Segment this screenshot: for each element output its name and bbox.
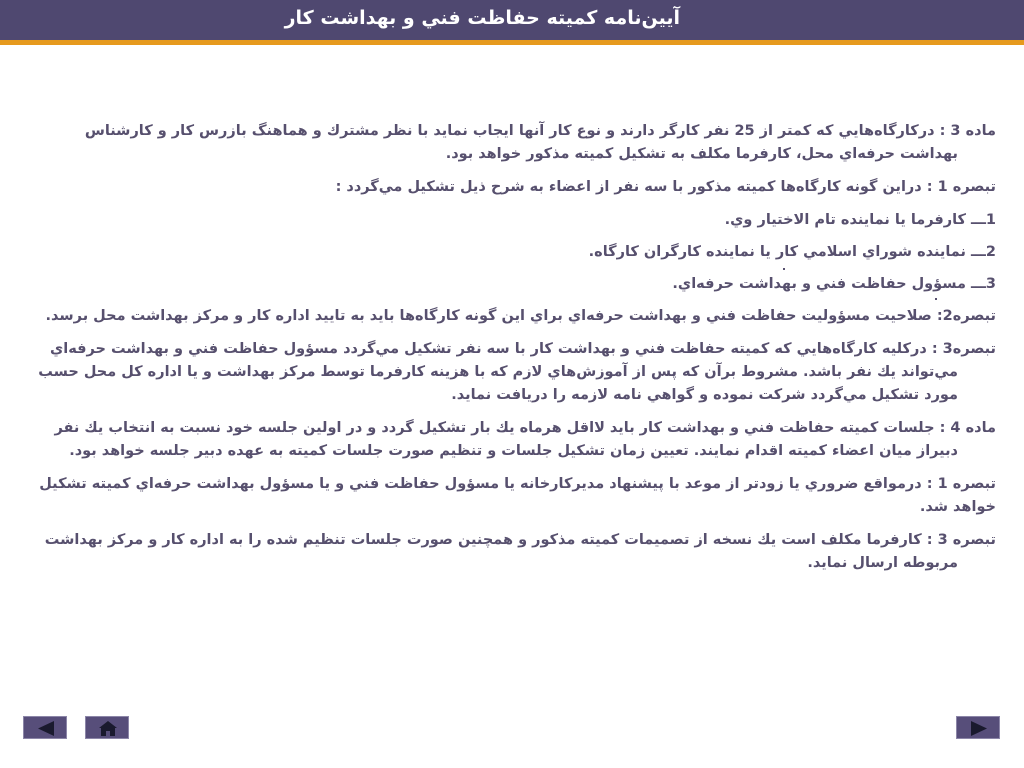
list-item-2: 2ـــ نماينده شوراي اسلامي كار يا نماينده كارگران كارگاه.: [588, 244, 996, 260]
note-2: تبصره2: صلاحيت مسؤوليت حفاظت فني و بهداشت حرفه‌اي براي اين گونه كارگاه‌ها بايد به تاييد اداره كار و مركز بهداشت محل برسد.: [45, 308, 996, 324]
stray-dot: [783, 268, 785, 270]
article-3: ماده 3 : دركارگاه‌هايي كه كمتر از 25 نفر كارگر دارند و نوع كار آنها ايجاب نمايد با نظر مشترك و هماهنگ بازرس كار و كارشناس بهداشت حرفه‌اي محل، كارفرما مكلف به تشكيل كميته مذكور خواهد بود.: [84, 123, 996, 162]
list-item-3: 3ـــ مسؤول حفاظت فني و بهداشت حرفه‌اي.: [672, 276, 996, 292]
home-icon: [86, 717, 130, 740]
article-4-note-1: تبصره 1 : درمواقع ضروري يا زودتر از موعد با پيشنهاد مديركارخانه يا مسؤول حفاظت فني و يا مسؤول بهداشت حرفه‌اي كميته تشكيل خواهد شد.: [39, 476, 996, 515]
list-item-1: 1ـــ كارفرما يا نماينده تام الاختيار وي.: [724, 212, 996, 228]
right-arrow-icon: [957, 717, 1001, 740]
page-title: آيين‌نامه كميته حفاظت فني و بهداشت كار: [284, 7, 680, 29]
article-4: ماده 4 : جلسات كميته حفاظت فني و بهداشت كار بايد لااقل هرماه يك بار تشكيل گردد و در اولين جلسه خود نسبت به انتخاب يك نفر دبيراز ميان اعضاء كميته اقدام نمايند. تعيين زمان تشكيل جلسات و تنظيم صورت جلسات كميته به عهده دبير جلسه خواهد بود.: [54, 420, 996, 459]
home-button[interactable]: [85, 716, 129, 739]
next-button[interactable]: [956, 716, 1000, 739]
header-accent-line: [0, 40, 1024, 45]
header-bar: [0, 0, 1024, 40]
article-4-note-3: تبصره 3 : كارفرما مكلف است يك نسخه از تصميمات كميته مذكور و همچنين صورت جلسات تنظيم شده را به اداره كار و مركز بهداشت مربوطه ارسال نمايد.: [44, 532, 996, 571]
note-1-intro: تبصره 1 : دراين گونه كارگاه‌ها كميته مذكور با سه نفر از اعضاء به شرح ذيل تشكيل مي‌گردد :: [335, 179, 996, 195]
prev-button[interactable]: [23, 716, 67, 739]
note-3: تبصره3 : دركليه كارگاه‌هايي كه كميته حفاظت فني و بهداشت كار با سه نفر تشكيل مي‌گردد مسؤول حفاظت فني و بهداشت حرفه‌اي مي‌تواند يك نفر باشد. مشروط برآن كه پس از آموزش‌هاي لازم كه با هزينه كارفرما توسط مركز بهداشت و يا اداره كل محل حسب مورد تشكيل مي‌گردد شركت نموده و گواهي نامه لازمه را دريافت نمايد.: [38, 341, 996, 403]
stray-dot: [935, 298, 937, 300]
left-arrow-icon: [24, 717, 68, 740]
document-body: [30, 120, 996, 585]
